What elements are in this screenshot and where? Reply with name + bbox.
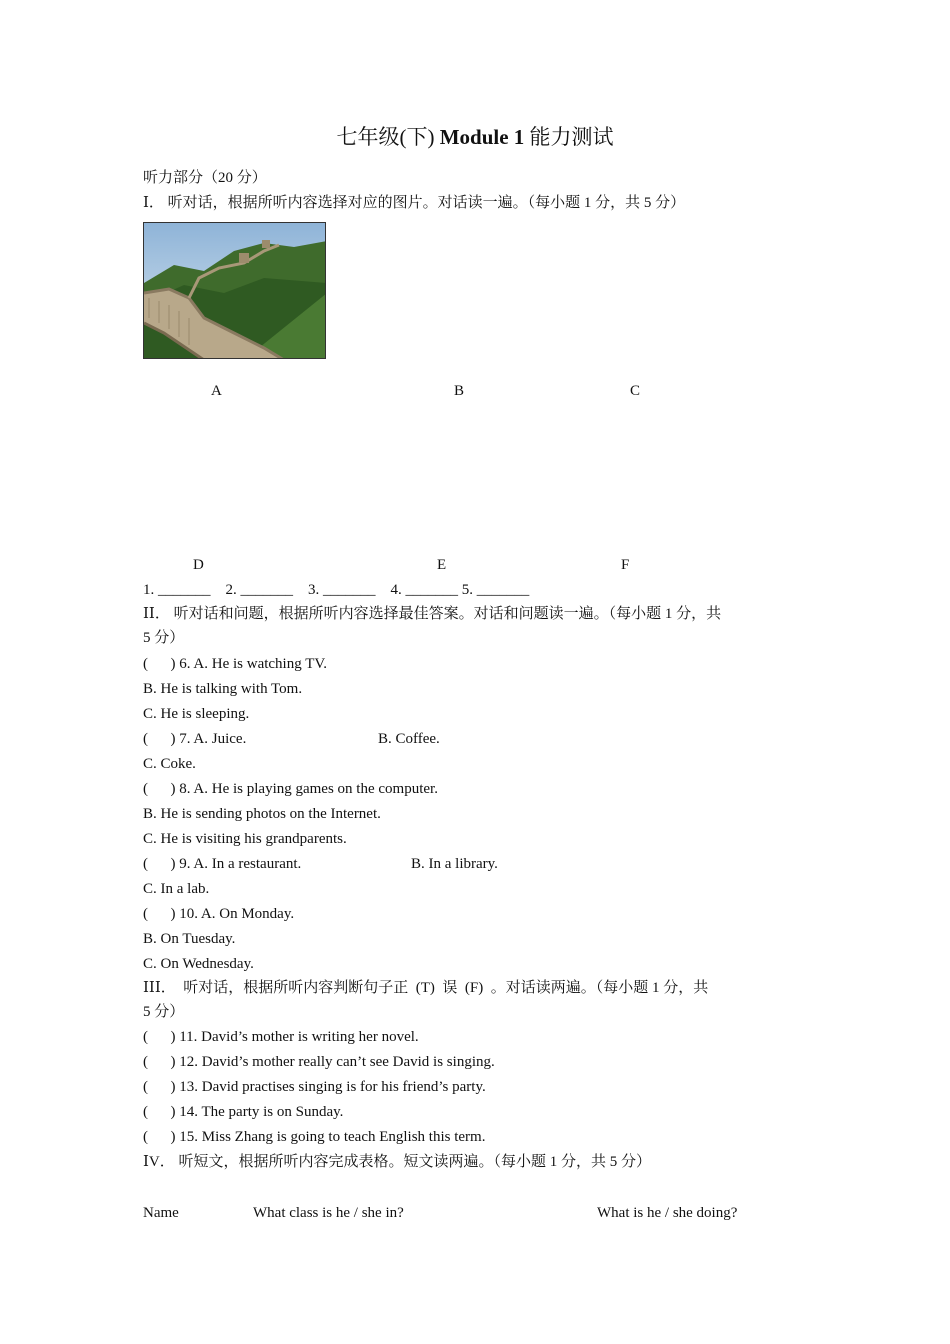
picture-label-c: C — [630, 383, 641, 399]
question-9: ( ) 9. A. In a restaurant. — [143, 856, 302, 872]
document-title: 七年级(下) Module 1 能力测试 — [336, 125, 614, 149]
question-6-option-c: C. He is sleeping. — [143, 706, 250, 722]
question-10-option-b: B. On Tuesday. — [143, 931, 236, 947]
table-header-name: Name — [143, 1205, 179, 1221]
question-14: ( ) 14. The party is on Sunday. — [143, 1104, 344, 1120]
question-12: ( ) 12. David’s mother really can’t see David is singing. — [143, 1054, 495, 1070]
part1-heading: Ⅰ． 听对话，根据所听内容选择对应的图片。对话读一遍。（每小题 1 分，共 5 分） — [143, 195, 686, 211]
question-10: ( ) 10. A. On Monday. — [143, 906, 295, 922]
picture-label-b: B — [454, 383, 465, 399]
question-7-option-c: C. Coke. — [143, 756, 196, 772]
question-7: ( ) 7. A. Juice. — [143, 731, 247, 747]
question-9-option-c: C. In a lab. — [143, 881, 210, 897]
question-6-option-b: B. He is talking with Tom. — [143, 681, 303, 697]
question-6: ( ) 6. A. He is watching TV. — [143, 656, 328, 672]
question-11: ( ) 11. David’s mother is writing her novel. — [143, 1029, 419, 1045]
table-header-doing: What is he / she doing? — [597, 1205, 738, 1221]
great-wall-photo — [143, 222, 326, 359]
question-10-option-c: C. On Wednesday. — [143, 956, 254, 972]
table-header-class: What class is he / she in? — [253, 1205, 404, 1221]
question-8-option-c: C. He is visiting his grandparents. — [143, 831, 347, 847]
part4-heading: ⅠV． 听短文，根据所听内容完成表格。短文读两遍。（每小题 1 分，共 5 分） — [143, 1154, 652, 1170]
question-8: ( ) 8. A. He is playing games on the computer. — [143, 781, 438, 797]
question-9-option-b: B. In a library. — [411, 856, 498, 872]
picture-label-a: A — [211, 383, 222, 399]
question-7-option-b: B. Coffee. — [378, 731, 440, 747]
answer-blanks: 1. _______ 2. _______ 3. _______ 4. _______ 5. _______ — [143, 582, 530, 598]
question-15: ( ) 15. Miss Zhang is going to teach English this term. — [143, 1129, 486, 1145]
question-8-option-b: B. He is sending photos on the Internet. — [143, 806, 381, 822]
picture-label-e: E — [437, 557, 447, 573]
part3-heading-line2: 5 分） — [143, 1004, 185, 1020]
part3-heading-line1: ⅠⅠⅠ． 听对话，根据所听内容判断句子正 (T) 误 (F) 。对话读两遍。（每小题 1 分，共 — [143, 980, 709, 996]
part2-heading-line2: 5 分） — [143, 630, 185, 646]
picture-label-f: F — [621, 557, 630, 573]
part2-heading-line1: ⅠⅠ． 听对话和问题，根据所听内容选择最佳答案。对话和问题读一遍。（每小题 1 分，共 — [143, 606, 722, 622]
question-13: ( ) 13. David practises singing is for his friend’s party. — [143, 1079, 486, 1095]
section-heading-listening: 听力部分（20 分） — [143, 170, 267, 186]
picture-label-d: D — [193, 557, 204, 573]
